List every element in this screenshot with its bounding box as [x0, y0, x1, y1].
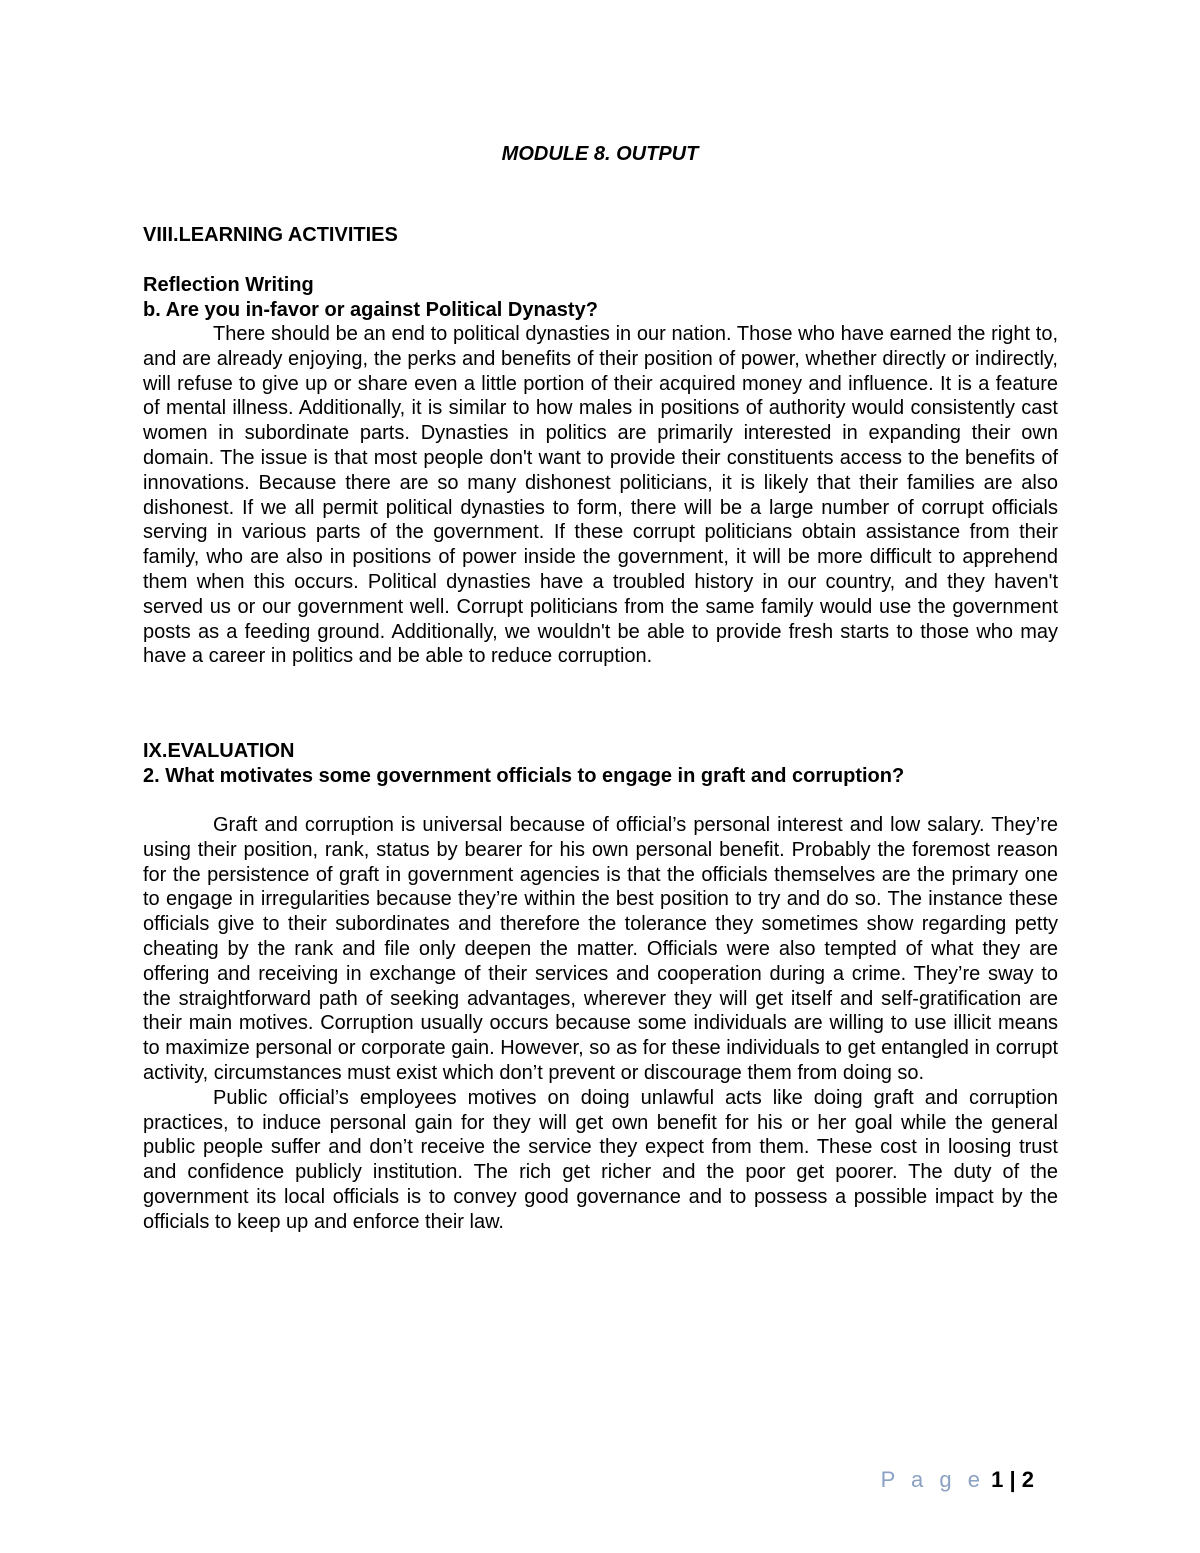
page-current: 1: [991, 1467, 1004, 1492]
page-separator: |: [1009, 1467, 1016, 1492]
evaluation-paragraph-block: [143, 813, 1058, 1235]
section-heading-learning-activities: VIII.LEARNING ACTIVITIES: [143, 224, 398, 246]
reflection-paragraph-block: [143, 322, 1058, 669]
evaluation-paragraph-2: Public official’s employees motives on doing unlawful acts like doing graft and corruption practices, to induce personal gain for they will get own benefit for his or her goal while the general public people suffer and don’t receive the service they expect from them. These cost in loosing trust and confidence publicly institution. The rich get richer and the poor get poorer. The duty of the government its local officials is to convey good governance and to possess a possible impact by the officials to keep up and enforce their law.: [143, 1086, 1058, 1233]
subheading-reflection-writing: Reflection Writing: [143, 274, 314, 296]
evaluation-paragraph-1: Graft and corruption is universal because of official’s personal interest and low salary. They’re using their position, rank, status by bearer for his own personal benefit. Probably the foremost reason for the persistence of graft in government agencies is that the officials themselves are the primary one to engage in irregularities because they’re within the best position to try and do so. The instance these officials give to their subordinates and therefore the tolerance they sometimes show regarding petty cheating by the rank and file only deepen the matter. Officials were also tempted of what they are offering and receiving in exchange of their services and cooperation during a crime. They’re sway to the straightforward path of seeking advantages, wherever they will get itself and self-gratification are their main motives. Corruption usually occurs because some individuals are willing to use illicit means to maximize personal or corporate gain. However, so as for these individuals to get entangled in corrupt activity, circumstances must exist which don’t prevent or discourage them from doing so.: [143, 814, 1058, 1084]
section-heading-evaluation: IX.EVALUATION: [143, 740, 295, 762]
reflection-paragraph: There should be an end to political dynasties in our nation. Those who have earned the right to, and are already enjoying, the perks and benefits of their position of power, whether directly or indirectly, will refuse to give up or share even a little portion of their acquired money and influence. It is a feature of mental illness. Additionally, it is similar to how males in positions of authority would consistently cast women in subordinate parts. Dynasties in politics are primarily interested in expanding their own domain. The issue is that most people don't want to provide their constituents access to the benefits of innovations. Because there are so many dishonest politicians, it is likely that their families are also dishonest. If we all permit political dynasties to form, there will be a large number of corrupt officials serving in various parts of the government. If these corrupt politicians obtain assistance from their family, who are also in positions of power inside the government, it will be more difficult to apprehend them when this occurs. Political dynasties have a troubled history in our country, and they haven't served us or our government well. Corrupt politicians from the same family would use the government posts as a feeding ground. Additionally, we wouldn't be able to provide fresh starts to those who may have a career in politics and be able to reduce corruption.: [143, 323, 1058, 668]
document-title: MODULE 8. OUTPUT: [501, 143, 699, 165]
page-label: P a g e: [880, 1467, 985, 1492]
question-graft-corruption: 2. What motivates some government officials to engage in graft and corruption?: [143, 765, 905, 787]
page-total: 2: [1021, 1467, 1034, 1492]
question-political-dynasty: b. Are you in-favor or against Political Dynasty?: [143, 299, 598, 321]
page-number-footer: [881, 1466, 1034, 1494]
